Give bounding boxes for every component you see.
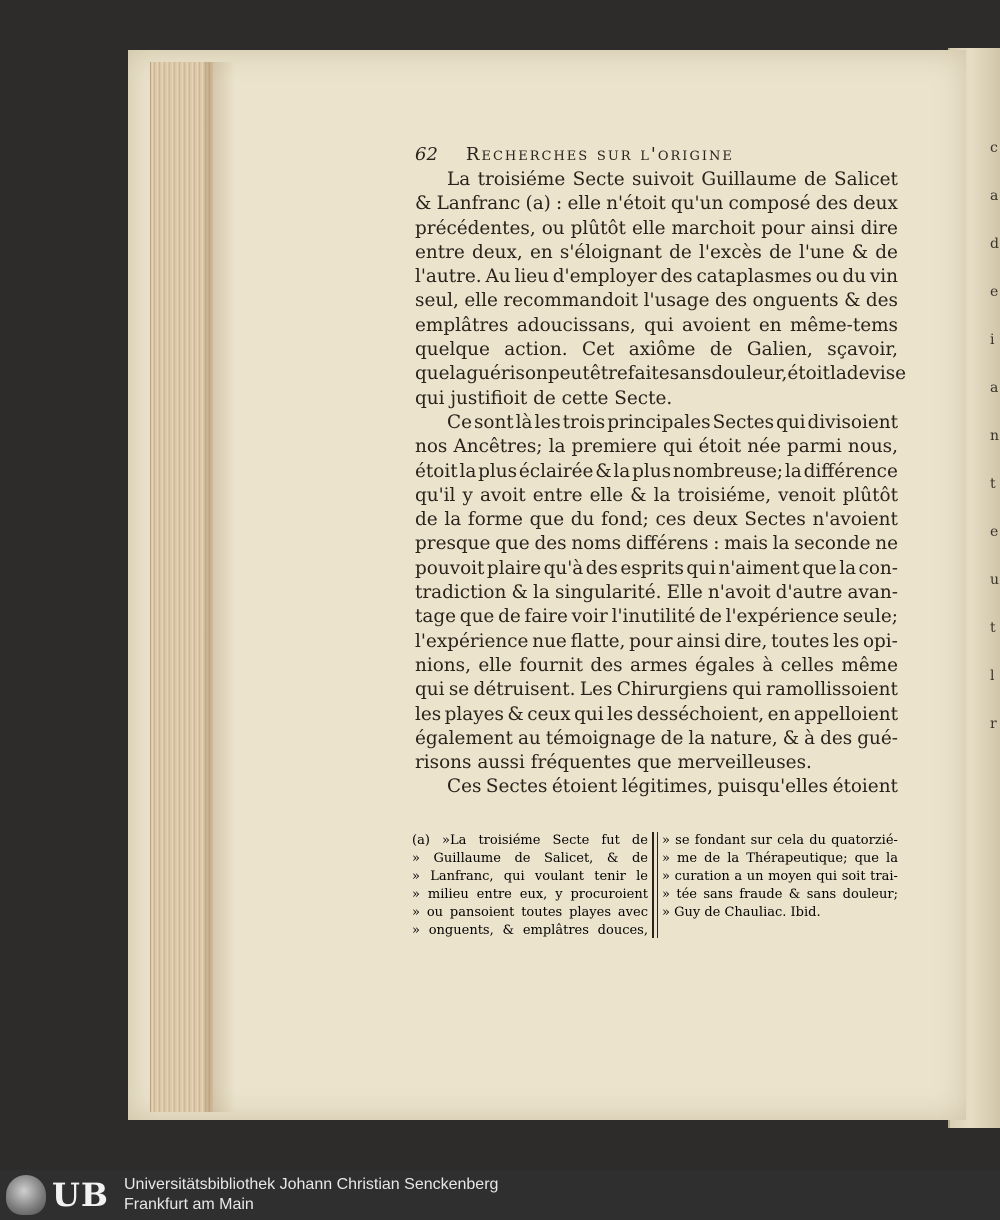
text-line: emplâtres adoucissans, qui avoient en même-tems	[415, 314, 898, 336]
text-line: l'expérience nue flatte, pour ainsi dire, toutes les opi-	[415, 630, 898, 652]
footnote-line: » milieu entre eux, y procuroient	[412, 887, 648, 902]
text-line: quelque action. Cet axiôme de Galien, sçavoir,	[415, 339, 898, 361]
edge-letter: e	[990, 284, 999, 300]
footnote-line: » curation a un moyen qui soit trai-	[662, 869, 898, 884]
text-line: entre deux, en s'éloignant de l'excès de l'une & de	[415, 241, 898, 263]
edge-letter: t	[990, 620, 996, 636]
page-leaves	[150, 62, 213, 1112]
text-line: presque que des noms différens : mais la seconde ne	[415, 533, 898, 555]
text-line: précédentes, ou plûtôt elle marchoit pour ainsi dire	[415, 217, 898, 239]
text-line: Ces Sectes étoient légitimes, puisqu'elles étoient	[447, 776, 898, 798]
text-line: étoit la plus éclairée & la plus nombreuse; la différence	[415, 460, 898, 482]
footnote-column-right	[662, 832, 898, 942]
edge-letter: c	[990, 140, 998, 156]
text-line: de la forme que du fond; ces deux Sectes n'avoient	[415, 509, 898, 531]
text-line: Ce sont là les trois principales Sectes qui divisoient	[447, 411, 898, 433]
footnote-line: » onguents, & emplâtres douces,	[412, 923, 648, 938]
banner-text	[124, 1175, 498, 1215]
footnote-divider	[648, 832, 662, 942]
text-line: qui justifioit de cette Secte.	[415, 387, 673, 409]
text-line: que la guérison peut être faite sans douleur, étoit la devise	[415, 363, 907, 385]
text-line: nos Ancêtres; la premiere qui étoit née parmi nous,	[415, 436, 898, 458]
senckenberg-bust-icon	[6, 1175, 46, 1215]
footnote-line: » Guillaume de Salicet, & de	[412, 851, 648, 866]
body-text	[415, 168, 907, 800]
text-line: & Lanfranc (a) : elle n'étoit qu'un composé des deux	[415, 193, 898, 215]
page-number: 62	[415, 144, 438, 165]
edge-letter: e	[990, 524, 999, 540]
text-line: La troisiéme Secte suivoit Guillaume de Salicet	[447, 169, 898, 190]
gutter-shadow	[205, 62, 235, 1112]
text-line: qu'il y avoit entre elle & la troisiéme, venoit plûtôt	[415, 484, 898, 506]
footnote-line: » se fondant sur cela du quatorzié-	[662, 833, 898, 848]
edge-letter: l	[990, 668, 995, 684]
edge-letter: i	[990, 332, 995, 348]
edge-letter: r	[990, 716, 997, 732]
text-line: l'autre. Au lieu d'employer des cataplasmes ou du vin	[415, 266, 898, 288]
library-logo[interactable]	[0, 1174, 116, 1216]
text-line: également au témoignage de la nature, & à des gué-	[415, 727, 898, 749]
running-head-title: Recherches sur l'origine	[465, 144, 734, 165]
text-line: les playes & ceux qui les desséchoient, en appelloient	[415, 703, 898, 725]
edge-letter: a	[990, 380, 999, 396]
footnote-line: » tée sans fraude & sans douleur;	[662, 887, 898, 902]
footnote-line: » Guy de Chauliac. Ibid.	[662, 905, 821, 920]
footnote-line: (a) »La troisiéme Secte fut de	[412, 833, 648, 848]
library-city: Frankfurt am Main	[124, 1196, 254, 1213]
edge-letter: d	[990, 236, 999, 252]
footnote-line: » me de la Thérapeutique; que la	[662, 851, 898, 866]
text-line: tage que de faire voir l'inutilité de l'expérience seule;	[415, 606, 898, 628]
text-line: risons aussi fréquentes que merveilleuses.	[415, 752, 812, 774]
text-line: qui se détruisent. Les Chirurgiens qui ramollissoient	[415, 679, 898, 701]
edge-letter: t	[990, 476, 996, 492]
edge-letter: n	[990, 428, 1000, 444]
running-head	[415, 142, 898, 168]
footnote-line: » ou pansoient toutes playes avec	[412, 905, 648, 920]
library-name: Universitätsbibliothek Johann Christian Senckenberg	[124, 1176, 499, 1193]
page-text-block	[415, 142, 907, 800]
footnote-line: » Lanfranc, qui voulant tenir le	[412, 869, 648, 884]
footnote-column-left	[412, 832, 648, 942]
edge-letter: u	[990, 572, 1000, 588]
text-line: nions, elle fournit des armes égales à celles même	[415, 654, 898, 676]
text-line: seul, elle recommandoit l'usage des onguents & des	[415, 290, 898, 312]
text-line: pouvoit plaire qu'à des esprits qui n'aiment que la con-	[415, 557, 898, 579]
logo-text: UB	[52, 1176, 109, 1214]
library-banner	[0, 1170, 1000, 1220]
edge-letter: a	[990, 188, 999, 204]
footnotes	[412, 832, 898, 942]
text-line: tradiction & la singularité. Elle n'avoit d'autre avan-	[415, 582, 898, 604]
